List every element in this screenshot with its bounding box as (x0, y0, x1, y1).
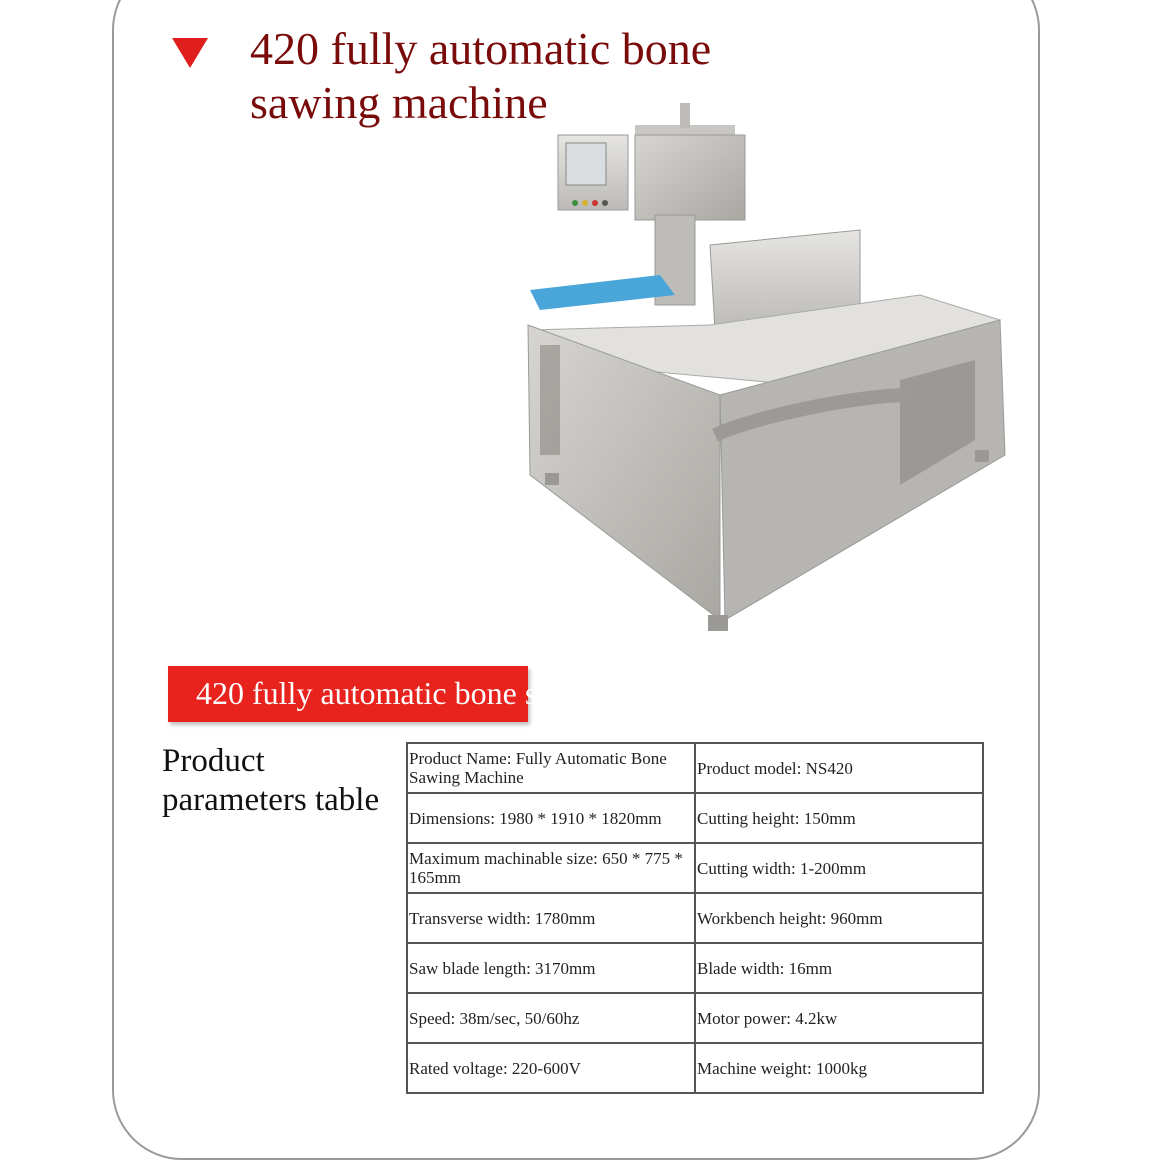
table-cell: Dimensions: 1980 * 1910 * 1820mm (407, 793, 695, 843)
table-row (407, 943, 983, 993)
table-row (407, 1043, 983, 1093)
params-table-heading: Product parameters table (162, 743, 380, 818)
params-table (406, 742, 984, 1094)
triangle-down-icon (172, 38, 208, 68)
table-cell: Product Name: Fully Automatic Bone Sawing Machine (407, 743, 695, 793)
table-cell: Saw blade length: 3170mm (407, 943, 695, 993)
table-row (407, 893, 983, 943)
table-cell: Rated voltage: 220-600V (407, 1043, 695, 1093)
table-row (407, 843, 983, 893)
table-cell: Cutting height: 150mm (695, 793, 983, 843)
table-cell: Cutting width: 1-200mm (695, 843, 983, 893)
table-cell: Motor power: 4.2kw (695, 993, 983, 1043)
table-cell: Blade width: 16mm (695, 943, 983, 993)
section-banner-label: 420 fully automatic bone sawing machine (196, 675, 732, 711)
table-cell: Maximum machinable size: 650 * 775 * 165mm (407, 843, 695, 893)
table-cell: Product model: NS420 (695, 743, 983, 793)
table-cell: Speed: 38m/sec, 50/60hz (407, 993, 695, 1043)
product-photo (500, 95, 1020, 640)
table-row (407, 993, 983, 1043)
table-cell: Machine weight: 1000kg (695, 1043, 983, 1093)
table-cell: Workbench height: 960mm (695, 893, 983, 943)
table-row (407, 793, 983, 843)
table-row (407, 743, 983, 793)
page-title: 420 fully automatic bone sawing machine (250, 23, 712, 128)
table-cell: Transverse width: 1780mm (407, 893, 695, 943)
